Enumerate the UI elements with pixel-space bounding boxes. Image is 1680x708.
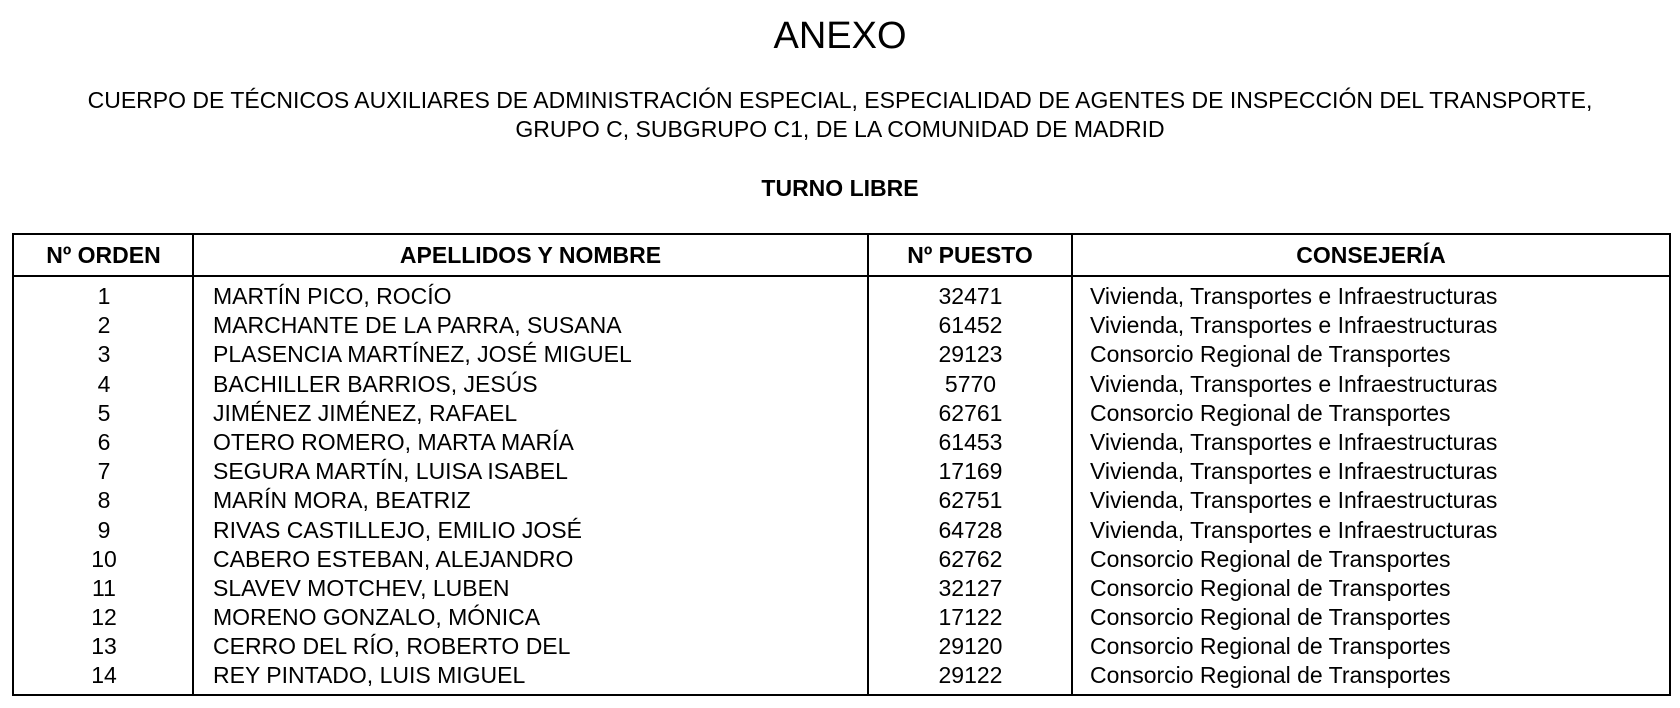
header-divider: [14, 275, 1669, 277]
row-puesto: 17122: [938, 604, 1003, 631]
row-orden: 3: [97, 341, 111, 368]
row-puesto: 29123: [938, 341, 1003, 368]
row-puesto: 62762: [938, 545, 1003, 572]
row-orden: 2: [97, 312, 111, 339]
row-nombre: MARTÍN PICO, ROCÍO: [213, 283, 452, 309]
row-consejeria: Vivienda, Transportes e Infraestructuras: [1090, 370, 1498, 397]
row-orden: 7: [97, 458, 111, 485]
row-nombre: MORENO GONZALO, MÓNICA: [213, 604, 541, 631]
row-orden: 8: [97, 487, 111, 514]
row-orden: 14: [91, 662, 117, 689]
row-orden: 12: [91, 604, 117, 631]
header-consejeria: CONSEJERÍA: [1296, 242, 1446, 268]
row-puesto: 32471: [938, 283, 1003, 309]
row-nombre: RIVAS CASTILLEJO, EMILIO JOSÉ: [213, 516, 582, 543]
table-row: [14, 545, 1669, 574]
row-consejeria: Vivienda, Transportes e Infraestructuras: [1090, 487, 1498, 514]
header-puesto: Nº PUESTO: [907, 242, 1033, 268]
row-orden: 9: [97, 516, 111, 543]
row-puesto: 61452: [938, 312, 1003, 339]
row-orden: 1: [97, 283, 111, 309]
row-puesto: 64728: [938, 516, 1003, 543]
results-table: [12, 233, 1671, 696]
row-nombre: SEGURA MARTÍN, LUISA ISABEL: [213, 458, 568, 485]
row-puesto: 32127: [938, 574, 1003, 601]
row-nombre: REY PINTADO, LUIS MIGUEL: [213, 662, 526, 689]
table-row: [14, 457, 1669, 486]
row-nombre: MARÍN MORA, BEATRIZ: [213, 487, 471, 514]
row-nombre: SLAVEV MOTCHEV, LUBEN: [213, 574, 510, 601]
row-puesto: 61453: [938, 428, 1003, 455]
row-orden: 10: [91, 545, 117, 572]
row-puesto: 5770: [944, 370, 997, 397]
row-orden: 11: [92, 574, 116, 601]
subtitle-line-2: GRUPO C, SUBGRUPO C1, DE LA COMUNIDAD DE MADRID: [515, 116, 1165, 142]
row-puesto: 29122: [938, 662, 1003, 689]
header-orden: Nº ORDEN: [46, 242, 161, 268]
row-puesto: 62751: [938, 487, 1003, 514]
row-consejeria: Vivienda, Transportes e Infraestructuras: [1090, 428, 1498, 455]
table-row: [14, 516, 1669, 545]
row-puesto: 29120: [938, 633, 1003, 660]
row-nombre: JIMÉNEZ JIMÉNEZ, RAFAEL: [213, 399, 518, 426]
row-consejeria: Vivienda, Transportes e Infraestructuras: [1090, 283, 1498, 309]
row-orden: 13: [91, 633, 117, 660]
row-nombre: PLASENCIA MARTÍNEZ, JOSÉ MIGUEL: [213, 341, 632, 368]
row-consejeria: Consorcio Regional de Transportes: [1090, 604, 1451, 631]
row-nombre: MARCHANTE DE LA PARRA, SUSANA: [213, 312, 622, 339]
table-row: [14, 574, 1669, 603]
row-consejeria: Vivienda, Transportes e Infraestructuras: [1090, 458, 1498, 485]
row-puesto: 17169: [938, 458, 1003, 485]
row-consejeria: Consorcio Regional de Transportes: [1090, 545, 1451, 572]
row-nombre: CERRO DEL RÍO, ROBERTO DEL: [213, 633, 571, 660]
header-nombre: APELLIDOS Y NOMBRE: [399, 242, 662, 268]
table-row: [14, 340, 1669, 369]
row-consejeria: Consorcio Regional de Transportes: [1090, 399, 1451, 426]
table-row: [14, 661, 1669, 690]
table-row: [14, 603, 1669, 632]
row-nombre: CABERO ESTEBAN, ALEJANDRO: [213, 545, 574, 572]
table-row: [14, 399, 1669, 428]
table-body: [14, 282, 1669, 691]
row-orden: 5: [97, 399, 111, 426]
row-nombre: OTERO ROMERO, MARTA MARÍA: [213, 428, 574, 455]
section-heading: TURNO LIBRE: [761, 175, 919, 201]
row-puesto: 62761: [938, 399, 1003, 426]
row-consejeria: Consorcio Regional de Transportes: [1090, 633, 1451, 660]
table-row: [14, 370, 1669, 399]
row-orden: 6: [97, 428, 111, 455]
row-consejeria: Vivienda, Transportes e Infraestructuras: [1090, 516, 1498, 543]
row-consejeria: Consorcio Regional de Transportes: [1090, 341, 1451, 368]
document-title: ANEXO: [773, 15, 907, 57]
table-row: [14, 632, 1669, 661]
table-row: [14, 282, 1669, 311]
table-header: [14, 235, 1669, 275]
row-consejeria: Consorcio Regional de Transportes: [1090, 574, 1451, 601]
row-consejeria: Vivienda, Transportes e Infraestructuras: [1090, 312, 1498, 339]
row-consejeria: Consorcio Regional de Transportes: [1090, 662, 1451, 689]
table-row: [14, 486, 1669, 515]
row-orden: 4: [97, 370, 111, 397]
document-subtitle: [0, 86, 1680, 144]
table-row: [14, 311, 1669, 340]
table-row: [14, 428, 1669, 457]
row-nombre: BACHILLER BARRIOS, JESÚS: [213, 370, 538, 397]
subtitle-line-1: CUERPO DE TÉCNICOS AUXILIARES DE ADMINISTRACIÓN ESPECIAL, ESPECIALIDAD DE AGENTES DE INSPECCIÓN DEL TRANSPORTE,: [87, 87, 1593, 113]
